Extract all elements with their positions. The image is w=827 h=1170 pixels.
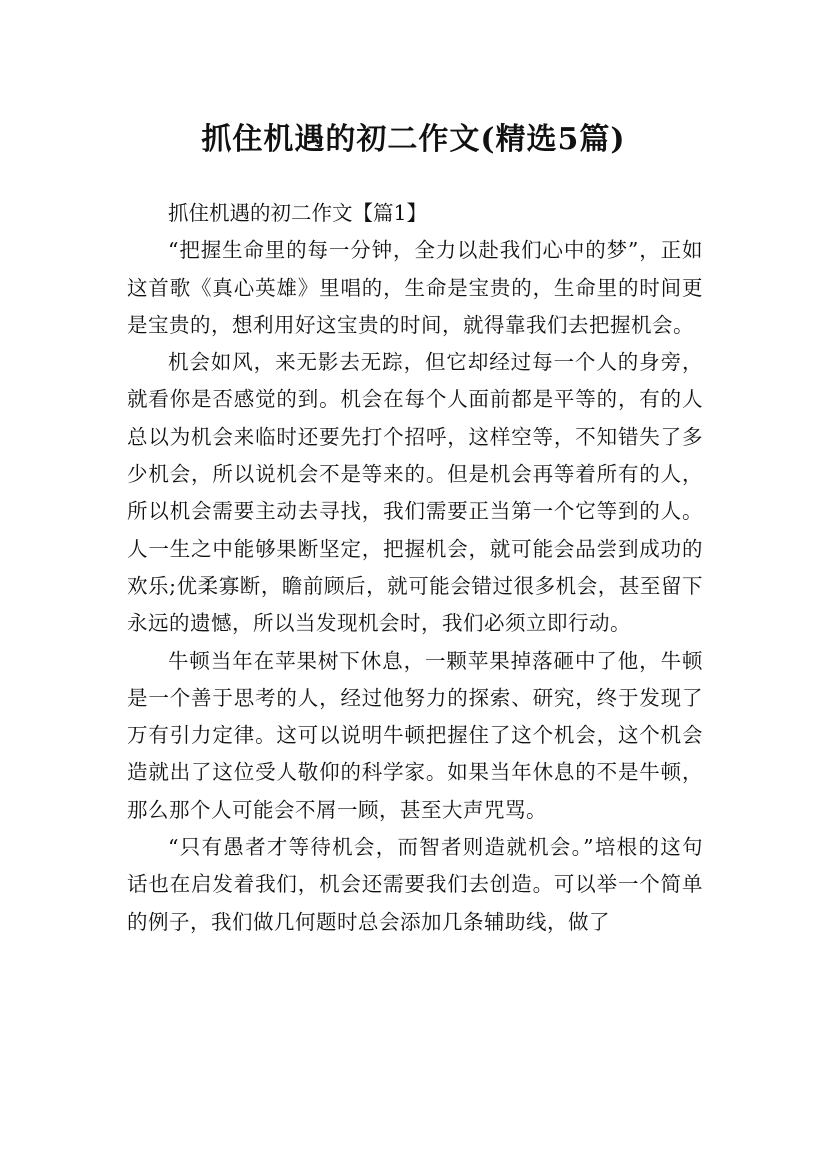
paragraph-2: 机会如风，来无影去无踪，但它却经过每一个人的身旁，就看你是否感觉的到。机会在每个人面前都是平等的，有的人总以为机会来临时还要先打个招呼，这样空等，不知错失了多少机会，所以说机会不是等来的。但是机会再等着所有的人，所以机会需要主动去寻找，我们需要正当第一个它等到的人。人一生之中能够果断坚定，把握机会，就可能会品尝到成功的欢乐;优柔寡断，瞻前顾后，就可能会错过很多机会，甚至留下永远的遗憾，所以当发现机会时，我们必须立即行动。 bbox=[127, 350, 703, 636]
document-title: 抓住机遇的初二作文(精选5篇) bbox=[201, 122, 626, 158]
section-heading: 抓住机遇的初二作文【篇1】 bbox=[168, 201, 428, 225]
paragraph-1: “把握生命里的每一分钟，全力以赴我们心中的梦”，正如这首歌《真心英雄》里唱的，生命是宝贵的，生命里的时间更是宝贵的，想利用好这宝贵的时间，就得靠我们去把握机会。 bbox=[127, 238, 703, 337]
document-body bbox=[127, 195, 703, 941]
paragraph-3: 牛顿当年在苹果树下休息，一颗苹果掉落砸中了他，牛顿是一个善于思考的人，经过他努力的探索、研究，终于发现了万有引力定律。这可以说明牛顿把握住了这个机会，这个机会造就出了这位受人敬仰的科学家。如果当年休息的不是牛顿，那么那个人可能会不屑一顾，甚至大声咒骂。 bbox=[127, 648, 703, 822]
paragraph-4: “只有愚者才等待机会，而智者则造就机会。”培根的这句话也在启发着我们，机会还需要我们去创造。可以举一个简单的例子，我们做几何题时总会添加几条辅助线，做了 bbox=[127, 835, 703, 934]
